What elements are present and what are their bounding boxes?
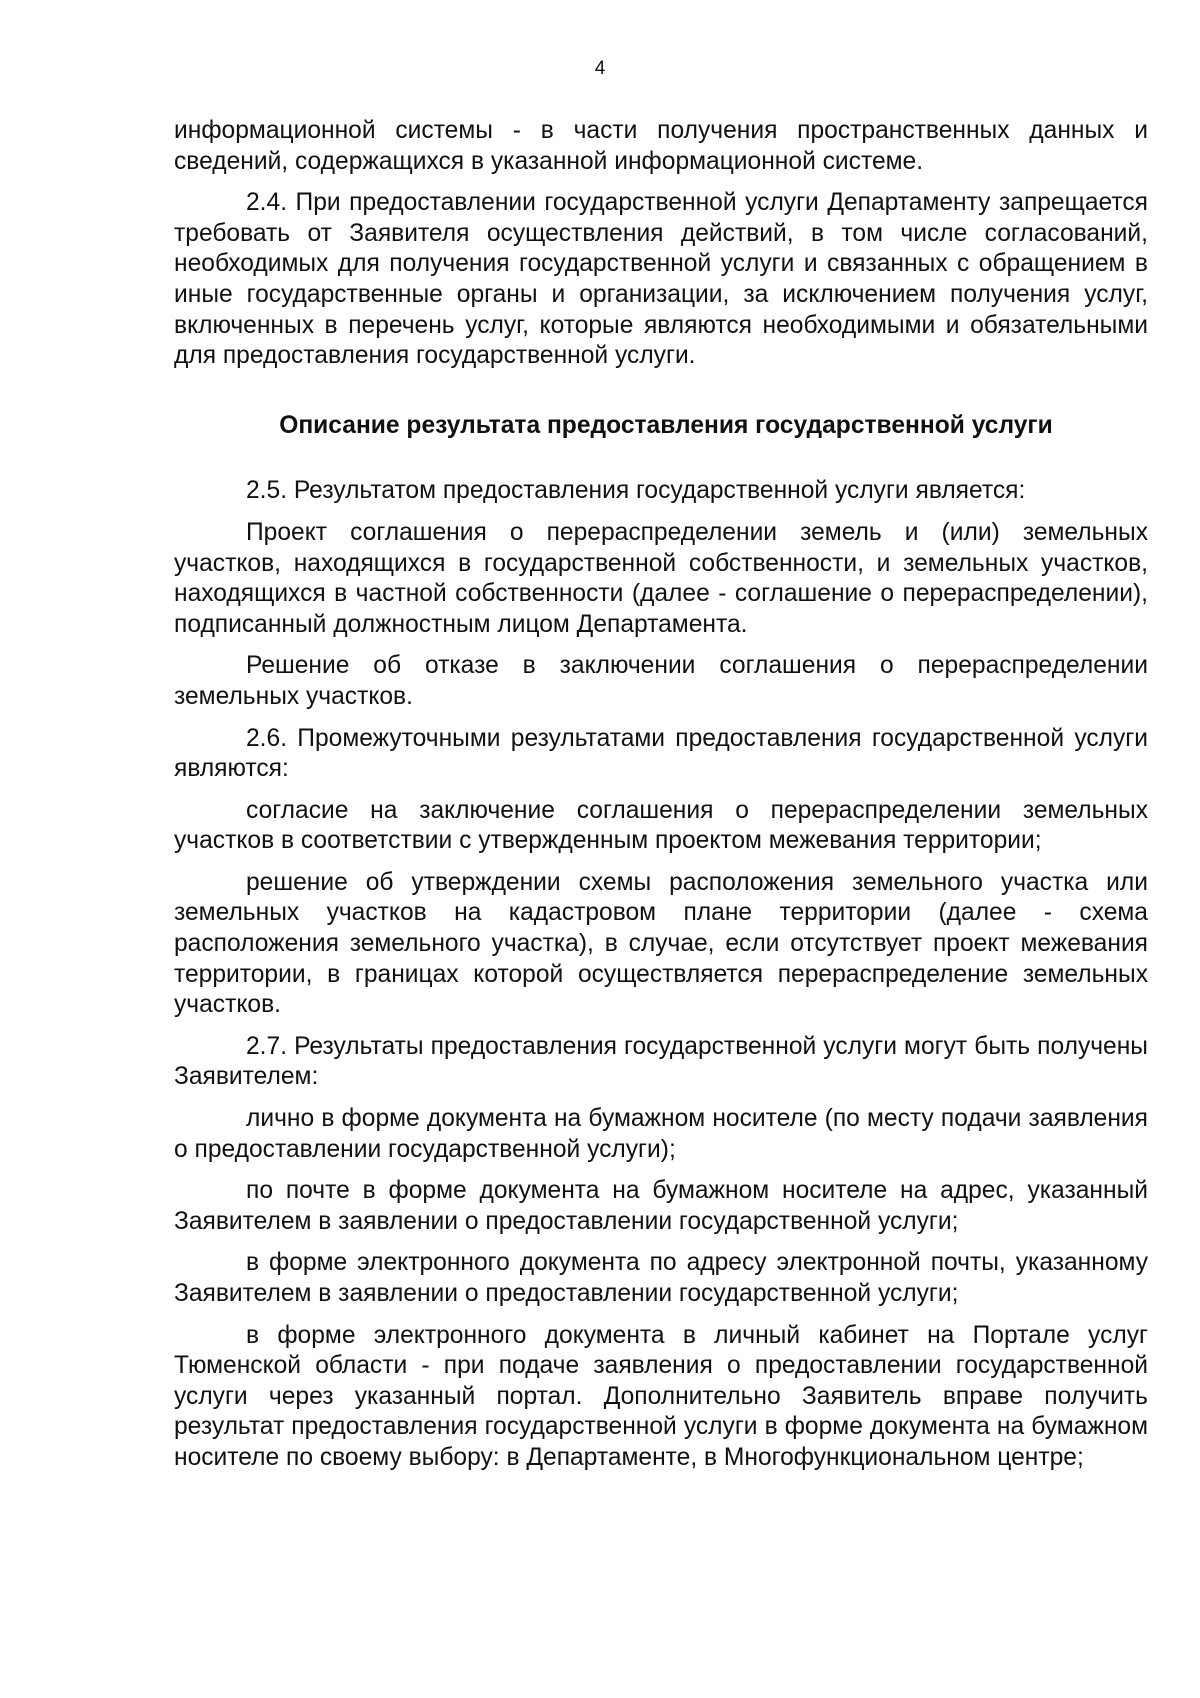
paragraph-2-4: 2.4. При предоставлении государственной услуги Департаменту запрещается требовать от Заявителя осуществления действий, в том числе согласований, необходимых для получения государственной услуги и связанных с обращением в иные государственные органы и организации, за исключением получения услуг, включенных в перечень услуг, которые являются необходимыми и обязательными для предоставления государственной услуги. (174, 189, 1148, 370)
page-number: 4 (594, 58, 606, 79)
paragraph-consent: согласие на заключение соглашения о перераспределении земельных участков в соответствии с утвержденным проектом межевания территории; (174, 796, 1148, 855)
paragraph-draft-agreement: Проект соглашения о перераспределении земель и (или) земельных участков, находящихся в государственной собственности, и земельных участков, находящихся в частной собственности (далее - соглашение о перераспределении), подписанный должностным лицом Департамента. (174, 518, 1148, 638)
document-body (174, 116, 1148, 1474)
paragraph-2-7: 2.7. Результаты предоставления государственной услуги могут быть получены Заявителем: (174, 1032, 1148, 1091)
paragraph-2-6: 2.6. Промежуточными результатами предоставления государственной услуги являются: (174, 724, 1148, 783)
paragraph-by-post: по почте в форме документа на бумажном носителе на адрес, указанный Заявителем в заявлении о предоставлении государственной услуги; (174, 1177, 1148, 1235)
paragraph-portal: в форме электронного документа в личный кабинет на Портале услуг Тюменской области - при подаче заявления о предоставлении государственной услуги через указанный портал. Дополнительно Заявитель вправе получить результат предоставления государственной услуги в форме документа на бумажном носителе по своему выбору: в Департаменте, в Многофункциональном центре; (174, 1321, 1148, 1471)
paragraph-by-email: в форме электронного документа по адресу электронной почты, указанному Заявителем в заявлении о предоставлении государственной услуги; (174, 1249, 1148, 1307)
paragraph-continuation: информационной системы - в части получения пространственных данных и сведений, содержащихся в указанной информационной системе. (174, 117, 1148, 175)
paragraph-in-person: лично в форме документа на бумажном носителе (по месту подачи заявления о предоставлении государственной услуги); (174, 1105, 1148, 1163)
section-heading: Описание результата предоставления государственной услуги (279, 411, 1053, 439)
paragraph-refusal-decision: Решение об отказе в заключении соглашения о перераспределении земельных участков. (174, 652, 1148, 710)
paragraph-2-5: 2.5. Результатом предоставления государственной услуги является: (246, 477, 1026, 505)
paragraph-scheme-decision: решение об утверждении схемы расположения земельного участка или земельных участков на кадастровом плане территории (далее - схема расположения земельного участка), в случае, если отсутствует проект межевания территории, в границах которой осуществляется перераспределение земельных участков. (174, 868, 1148, 1019)
